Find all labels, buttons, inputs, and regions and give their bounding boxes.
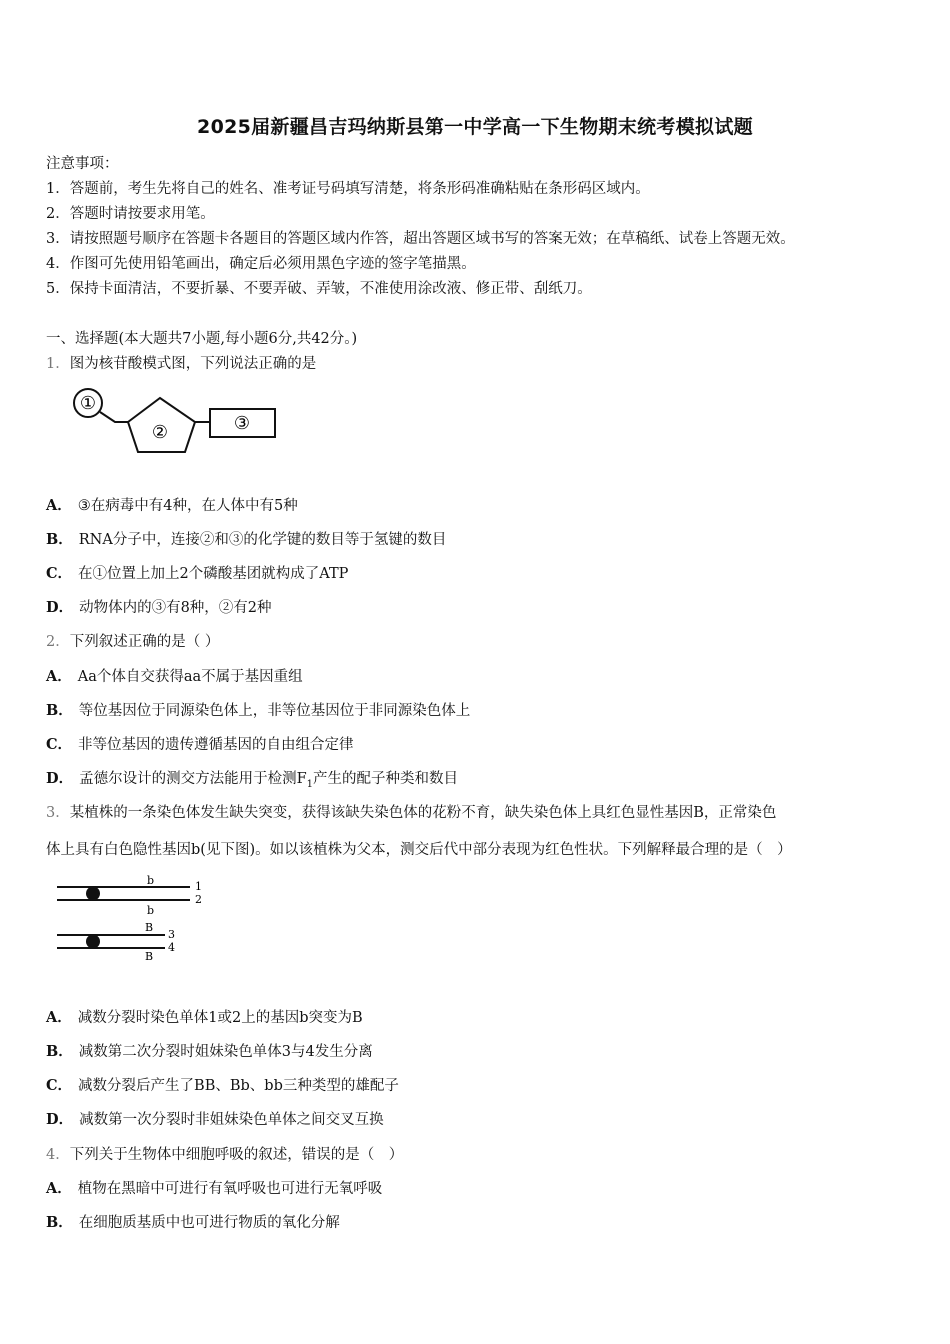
question-number: 3． bbox=[46, 805, 70, 821]
option-a: A． 减数分裂时染色单体1或2上的基因b突变为B bbox=[46, 1009, 363, 1026]
notice-item: 1．答题前，考生先将自己的姓名、准考证号码填写清楚，将条形码准确粘贴在条形码区域内。 bbox=[46, 181, 650, 197]
option-c: C． 非等位基因的遗传遵循基因的自由组合定律 bbox=[46, 736, 354, 753]
question-3-stem bbox=[46, 801, 776, 822]
nucleotide-diagram bbox=[70, 385, 285, 460]
label-2: ② bbox=[151, 422, 169, 443]
question-number: 2． bbox=[46, 634, 70, 650]
question-3-stem-cont: 体上具有白色隐性基因b(见下图)。如以该植株为父本，测交后代中部分表现为红色性状。下列解释最合理的是（ ） bbox=[46, 842, 792, 858]
chromatid-number: 4 bbox=[168, 941, 175, 954]
question-1-stem bbox=[46, 352, 316, 373]
bond-line bbox=[100, 412, 128, 422]
option-a: A． 植物在黑暗中可进行有氧呼吸也可进行无氧呼吸 bbox=[46, 1180, 383, 1197]
question-text: 下列叙述正确的是（ ） bbox=[69, 634, 220, 650]
chromosome-diagram bbox=[55, 872, 215, 964]
notice-item: 5．保持卡面清洁，不要折暴、不要弄破、弄皱，不准使用涂改液、修正带、刮纸刀。 bbox=[46, 281, 592, 297]
question-2-stem bbox=[46, 630, 219, 651]
label-1: ① bbox=[79, 393, 97, 414]
option-b: B． 等位基因位于同源染色体上，非等位基因位于非同源染色体上 bbox=[46, 702, 471, 719]
chromatid-number: 2 bbox=[195, 893, 202, 906]
option-d: D． 动物体内的③有8种，②有2种 bbox=[46, 599, 272, 616]
option-b: B． RNA分子中，连接②和③的化学键的数目等于氢键的数目 bbox=[46, 531, 447, 548]
question-4-stem bbox=[46, 1143, 403, 1164]
question-number: 4． bbox=[46, 1147, 70, 1163]
option-b: B． 减数第二次分裂时姐妹染色单体3与4发生分离 bbox=[46, 1043, 373, 1060]
centromere bbox=[86, 887, 100, 901]
option-a: A． Aa个体自交获得aa不属于基因重组 bbox=[46, 668, 303, 685]
gene-label: b bbox=[147, 904, 155, 917]
notice-item: 4．作图可先使用铅笔画出，确定后必须用黑色字迹的签字笔描黑。 bbox=[46, 256, 476, 272]
notice-item: 2．答题时请按要求用笔。 bbox=[46, 206, 215, 222]
chromatid-number: 3 bbox=[168, 928, 175, 941]
question-number: 1． bbox=[46, 356, 70, 372]
option-d: D． 孟德尔设计的测交方法能用于检测$F_1$产生的配子种类和数目 bbox=[46, 770, 459, 790]
section-heading: 一、选择题(本大题共7小题,每小题6分,共42分。) bbox=[46, 331, 358, 347]
label-3: ③ bbox=[233, 413, 251, 434]
gene-label: B bbox=[145, 950, 154, 963]
question-text: 某植株的一条染色体发生缺失突变，获得该缺失染色体的花粉不育，缺失染色体上具红色显性基因B，正常染色 bbox=[69, 805, 777, 821]
question-text: 下列关于生物体中细胞呼吸的叙述，错误的是（ ） bbox=[69, 1147, 404, 1163]
notice-heading: 注意事项： bbox=[46, 156, 119, 172]
notice-item: 3．请按照题号顺序在答题卡各题目的答题区域内作答，超出答题区域书写的答案无效；在草稿纸、试卷上答题无效。 bbox=[46, 231, 795, 247]
centromere bbox=[86, 935, 100, 949]
option-b: B． 在细胞质基质中也可进行物质的氧化分解 bbox=[46, 1214, 340, 1231]
option-c: C． 在①位置上加上2个磷酸基团就构成了ATP bbox=[46, 565, 349, 582]
option-a: A． ③在病毒中有4种，在人体中有5种 bbox=[46, 497, 298, 514]
option-d: D． 减数第一次分裂时非姐妹染色单体之间交叉互换 bbox=[46, 1111, 384, 1128]
question-text: 图为核苷酸模式图，下列说法正确的是 bbox=[69, 356, 317, 372]
chromatid-number: 1 bbox=[195, 880, 202, 893]
option-c: C． 减数分裂后产生了BB、Bb、bb三种类型的雄配子 bbox=[46, 1077, 399, 1094]
gene-label: B bbox=[145, 921, 154, 934]
gene-label: b bbox=[147, 874, 155, 887]
page-title: 2025届新疆昌吉玛纳斯县第一中学高一下生物期末统考模拟试题 bbox=[197, 116, 753, 138]
